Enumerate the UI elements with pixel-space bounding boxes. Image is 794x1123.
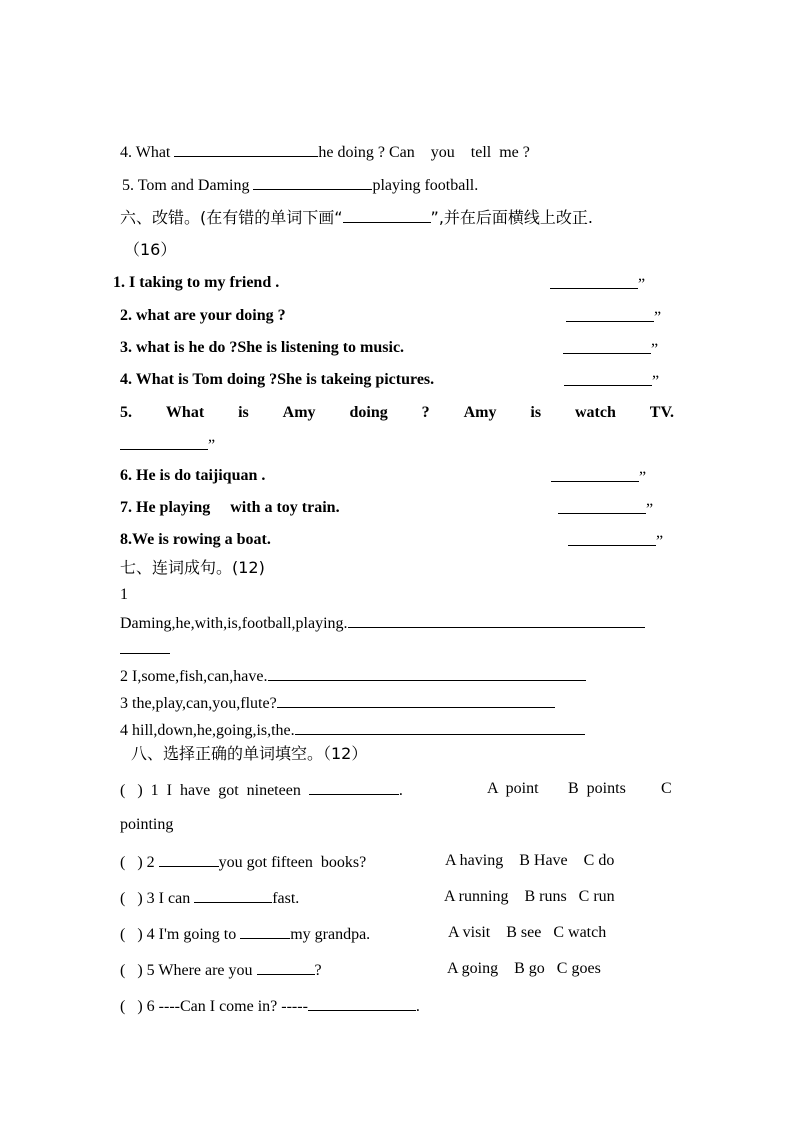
blank: [558, 498, 646, 514]
choice-5-options: A going B go C goes: [447, 960, 601, 977]
answer-line: [120, 434, 215, 456]
sentence-2: [120, 665, 586, 687]
answer-line: [566, 306, 661, 328]
blank: [120, 638, 170, 654]
sentence-1-continuation: [120, 638, 170, 660]
blank: [564, 370, 652, 386]
blank: [277, 692, 555, 708]
q-text: 4. What: [120, 144, 175, 161]
choice-1-option-a: A point: [487, 780, 539, 797]
q-text: you got fifteen books?: [218, 854, 367, 871]
blank: [295, 719, 585, 735]
q-text: Daming,he,with,is,football,playing.: [120, 615, 348, 632]
q-text: he doing ? Can you tell me ?: [318, 144, 530, 161]
error-item-3: 3. what is he do ?She is listening to music.: [120, 339, 405, 356]
quote-mark: ”: [639, 469, 647, 486]
q-text: ( ) 2: [120, 854, 159, 871]
blank: [551, 466, 639, 482]
blank: [308, 995, 416, 1011]
choice-4-options: A visit B see C watch: [448, 924, 607, 941]
choice-5: [120, 959, 322, 981]
choice-3-options: A running B runs C run: [444, 888, 615, 905]
quote-mark: ”: [656, 533, 664, 550]
q-text: 2 I,some,fish,can,have.: [120, 668, 268, 685]
word: doing: [349, 404, 388, 421]
answer-line: [551, 466, 646, 488]
q-text: my grandpa.: [290, 926, 371, 943]
q-text: 3 the,play,can,you,flute?: [120, 695, 277, 712]
section-7-heading: 七、连词成句。(12): [120, 558, 265, 577]
sentence-1-number: 1: [120, 586, 128, 603]
q-text: playing football.: [372, 177, 479, 194]
section-6-heading: [120, 207, 593, 228]
heading-text: ”,并在后面横线上改正.: [430, 208, 594, 227]
error-item-4: 4. What is Tom doing ?She is takeing pictures.: [120, 371, 435, 388]
word: Amy: [282, 404, 316, 421]
error-item-2: 2. what are your doing ?: [120, 307, 286, 324]
question-5-5: [122, 174, 478, 196]
quote-mark: ”: [646, 501, 654, 518]
error-item-8: 8.We is rowing a boat.: [120, 531, 271, 548]
blank: [550, 273, 638, 289]
choice-2-options: A having B Have C do: [445, 852, 615, 869]
word: What: [165, 404, 205, 421]
heading-text: 六、改错。(在有错的单词下画“: [120, 208, 343, 227]
blank: [174, 141, 318, 157]
q-text: fast.: [272, 890, 300, 907]
blank: [566, 306, 654, 322]
blank: [348, 612, 645, 628]
question-5-4: [120, 141, 530, 163]
choice-1: [120, 779, 403, 801]
blank: [159, 851, 219, 867]
sentence-1: [120, 612, 645, 634]
error-item-5: [120, 403, 674, 423]
word: ?: [421, 404, 430, 421]
answer-line: [564, 370, 659, 392]
answer-line: [558, 498, 653, 520]
blank: [563, 338, 651, 354]
choice-6: [120, 995, 420, 1017]
blank: [257, 959, 315, 975]
q-text: 4 hill,down,he,going,is,the.: [120, 722, 295, 739]
section-8-heading: 八、选择正确的单词填空。（12）: [131, 744, 368, 763]
blank: [253, 174, 372, 190]
word: watch: [574, 404, 616, 421]
quote-mark: ”: [652, 373, 660, 390]
error-item-7: 7. He playing with a toy train.: [120, 499, 340, 516]
word: is: [238, 404, 249, 421]
blank: [194, 887, 272, 903]
quote-mark: ”: [638, 276, 646, 293]
q-text: ( ) 5 Where are you: [120, 962, 257, 979]
q-text: 5. Tom and Daming: [122, 177, 254, 194]
q-text: ( ) 1 I have got nineteen: [120, 782, 309, 799]
section-6-score: （16）: [124, 240, 177, 259]
q-text: .: [398, 782, 403, 799]
error-item-1: 1. I taking to my friend .: [113, 274, 280, 291]
choice-3: [120, 887, 299, 909]
choice-1-wrap: pointing: [120, 816, 174, 833]
choice-4: [120, 923, 370, 945]
q-text: ( ) 4 I'm going to: [120, 926, 241, 943]
sentence-4: [120, 719, 585, 741]
answer-line: [568, 530, 663, 552]
error-item-6: 6. He is do taijiquan .: [120, 467, 266, 484]
answer-line: [550, 273, 645, 295]
choice-1-option-c: C: [661, 780, 672, 797]
word: Amy: [463, 404, 497, 421]
q-text: ( ) 3 I can: [120, 890, 195, 907]
word: 5.: [120, 404, 132, 421]
answer-line: [563, 338, 658, 360]
blank: [309, 779, 399, 795]
blank: [120, 434, 208, 450]
blank: [240, 923, 290, 939]
q-text: ?: [314, 962, 322, 979]
quote-mark: ”: [208, 437, 216, 454]
blank: [268, 665, 586, 681]
q-text: ( ) 6 ----Can I come in? -----: [120, 998, 308, 1015]
choice-1-option-b: B points: [568, 780, 626, 797]
quote-mark: ”: [651, 341, 659, 358]
word: TV.: [649, 404, 674, 421]
blank: [343, 207, 431, 223]
choice-2: [120, 851, 366, 873]
sentence-3: [120, 692, 555, 714]
quote-mark: ”: [654, 309, 662, 326]
q-text: .: [415, 998, 420, 1015]
blank: [568, 530, 656, 546]
word: is: [530, 404, 542, 421]
